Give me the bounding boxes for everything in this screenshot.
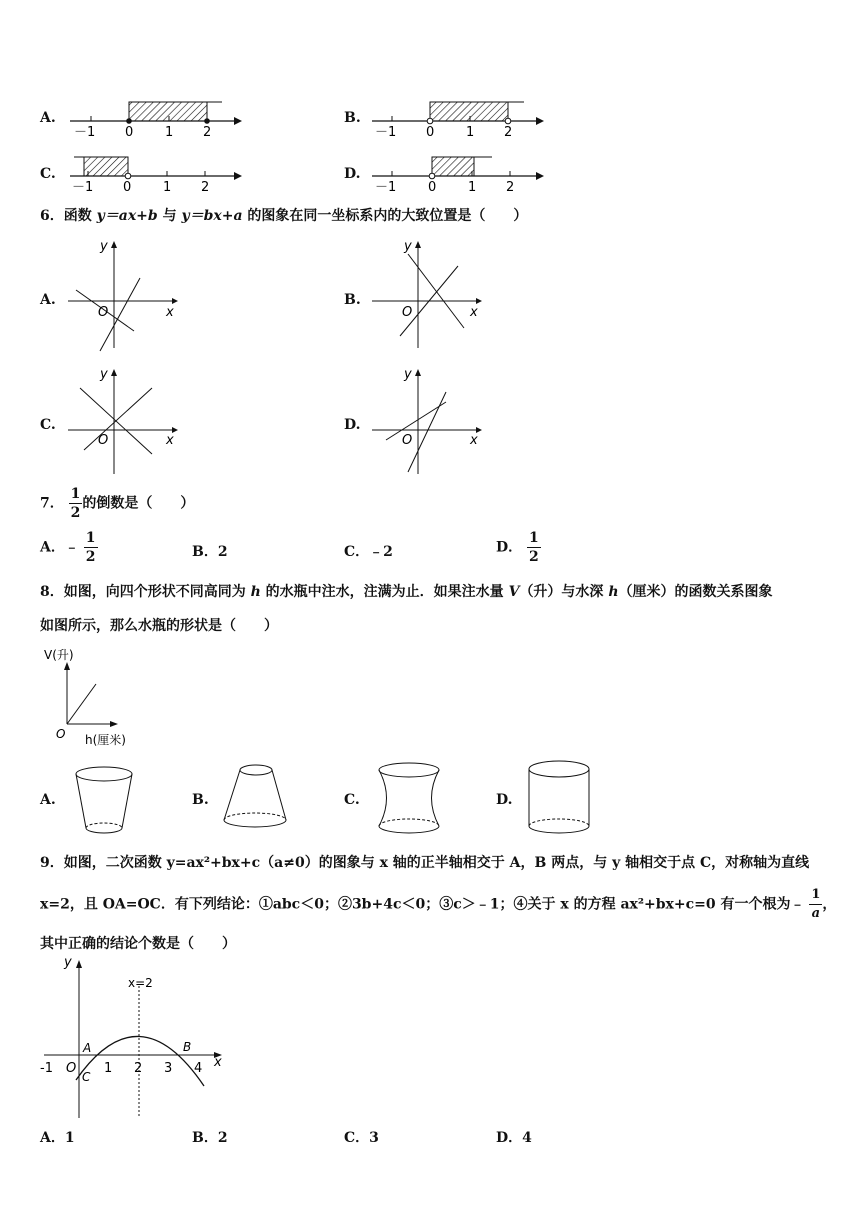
option-label: A. [40,110,56,126]
question-8-line-1 [40,581,773,601]
option-label: B. [344,292,361,308]
tick-label: －1 [375,125,397,138]
cup-shape-a [72,760,140,840]
stem-text: 的倒数是（ ） [82,495,195,512]
graph-b [366,236,486,354]
stem-text: 如图，向四个形状不同高同为 [63,584,251,600]
axis-label: x [470,433,478,448]
option-label: A． [40,1130,65,1146]
tick-label: -1 [40,1061,53,1076]
axis-label: y [100,239,108,254]
q9-option-c[interactable] [344,1127,379,1147]
number-line-d [366,150,546,194]
tick-label: －1 [72,180,94,194]
option-value: 1 [64,1130,75,1146]
stem-text: 的水瓶中注水，注满为止．如果注水量 [260,584,509,600]
option-label: D． [496,539,523,556]
question-number: 9． [40,855,64,871]
graph-d [366,364,486,478]
symmetry-axis-label: x=2 [128,976,153,990]
q7-option-c[interactable] [344,541,393,561]
tick-label: 2 [506,180,515,194]
tick-label: 0 [426,125,435,138]
variable: V [508,584,520,600]
tick-label: 4 [194,1061,203,1076]
q7-option-a[interactable] [40,529,98,566]
tick-label: 0 [428,180,437,194]
stem-text: 与 [157,208,182,224]
q8-option-b-label[interactable]: B. [192,792,209,808]
fraction: $\frac{1}{2}$ [70,486,81,521]
tick-label: 1 [104,1061,113,1076]
number-line-a [62,94,242,138]
stem-text: 如图，二次函数 y=ax²+bx+c（a≠0）的图象与 x 轴的正半轴相交于 A，B 两点，与 y 轴相交于点 C，对称轴为直线 [63,855,810,871]
q8-option-d-label[interactable]: D. [496,792,513,808]
q9-option-d[interactable] [496,1127,532,1147]
stem-text: （厘米）的函数关系图象 [618,584,773,600]
question-9-line-1 [40,852,809,872]
fraction: $\frac{1}{2}$ [529,530,539,565]
option-label: A. [40,292,56,308]
v-h-graph [40,644,150,750]
stem-text: x=2，且 OA=OC．有下列结论：①abc＜0；②3b+4c＜0；③c＞﹣1；④关于 x 的方程 ax²+bx+c=0 有一个根为﹣ [40,896,805,913]
axis-label: y [404,367,412,382]
origin-label: O [98,433,109,448]
q7-option-d[interactable] [496,529,541,566]
tick-label: 3 [164,1061,173,1076]
option-label: D． [496,1130,523,1146]
tick-label: 2 [134,1061,143,1076]
variable: h [250,584,261,600]
graph-c [62,364,182,478]
x-axis-label: x [214,1055,222,1070]
option-label: A． [40,539,65,556]
graph-a [62,236,182,354]
q8-option-c-label[interactable]: C. [344,792,360,808]
axis-label: x [166,433,174,448]
option-label: B． [192,544,218,560]
tick-label: 1 [165,125,174,138]
y-axis-label: y [64,955,72,970]
question-9-line-3: 其中正确的结论个数是（ ） [40,936,236,952]
stem-text: 的图象在同一坐标系内的大致位置是（ ） [242,208,528,224]
fraction: $\frac{1}{2}$ [85,530,96,565]
parabola-graph [36,950,236,1122]
option-label: C. [40,166,56,182]
cylinder-shape-d [524,756,596,840]
x-axis-label: h(厘米) [85,733,126,747]
option-label: B． [192,1130,218,1146]
tick-label: 1 [163,180,172,194]
number-line-b [366,94,546,138]
question-6-stem [40,205,527,225]
tick-label: 2 [203,125,212,138]
formula: y＝bx+a [181,208,243,224]
option-value: 3 [369,1130,379,1146]
y-axis-label: V(升) [44,648,74,662]
number-line-c [62,150,242,194]
question-number: 7． [40,495,64,512]
option-value: ﹣2 [369,544,393,560]
tick-label: －1 [375,180,397,194]
origin-label: O [66,1061,77,1076]
q8-option-a-label[interactable]: A. [40,792,56,808]
question-number: 6． [40,208,64,224]
tick-label: 1 [466,125,475,138]
point-c-label: C [82,1070,91,1084]
option-label: D. [344,166,361,182]
axis-label: y [100,367,108,382]
stem-text: 函数 [63,208,97,224]
option-label: C． [344,1130,370,1146]
tick-label: 0 [125,125,134,138]
option-value: 2 [217,1130,228,1146]
option-label: D. [344,417,361,433]
question-8-line-2: 如图所示，那么水瓶的形状是（ ） [40,618,278,634]
tick-label: 0 [123,180,132,194]
option-label: B. [344,110,361,126]
q7-option-b[interactable] [192,541,228,561]
tick-label: 2 [201,180,210,194]
question-7-stem [40,485,194,522]
option-label: C. [40,417,56,433]
sign: ﹣ [64,539,79,556]
formula: y＝ax+b [96,208,158,224]
option-value: 2 [217,544,228,560]
q9-option-b[interactable] [192,1127,228,1147]
tick-label: 1 [468,180,477,194]
hourglass-shape-c [374,758,446,840]
question-number: 8． [40,584,64,600]
origin-label: O [56,727,66,741]
q9-option-a[interactable] [40,1127,75,1147]
stem-text: ， [822,896,837,913]
variable: h [608,584,619,600]
question-9-line-2 [40,886,836,923]
option-label: C． [344,544,370,560]
option-value: 4 [522,1130,532,1146]
fraction: $\frac{1}{a}$ [811,887,821,921]
tick-label: 2 [504,125,513,138]
origin-label: O [402,433,413,448]
axis-label: x [470,305,478,320]
stem-text: （升）与水深 [519,584,609,600]
origin-label: O [98,305,109,320]
axis-label: y [404,239,412,254]
cone-shape-b [218,758,290,840]
point-b-label: B [183,1040,192,1054]
axis-label: x [166,305,174,320]
tick-label: －1 [74,125,96,138]
origin-label: O [402,305,413,320]
point-a-label: A [83,1041,92,1055]
